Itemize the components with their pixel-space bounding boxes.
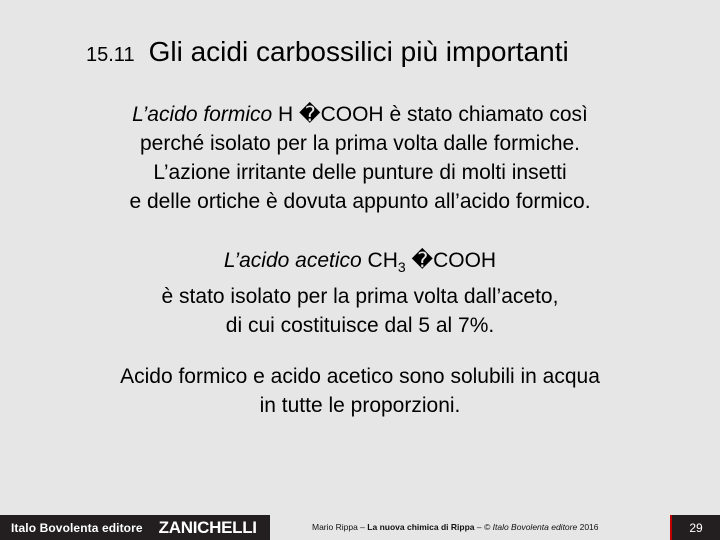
book-title: La nuova chimica di Rippa <box>367 522 475 532</box>
copyright-text: © Italo Bovolenta editore <box>484 522 578 532</box>
paragraph-solubility <box>0 362 720 420</box>
paragraph-line <box>0 246 720 282</box>
separator: – <box>476 522 482 532</box>
page-number: 29 <box>689 520 703 535</box>
footer-credit <box>312 522 599 532</box>
slide-title: Gli acidi carbossilici più importanti <box>148 36 569 67</box>
italic-term: L’acido formico <box>132 103 273 126</box>
paragraph-line: di cui costituisce dal 5 al 7%. <box>225 314 495 338</box>
formula-part: COOH <box>320 103 384 126</box>
slide-number: 15.11 <box>86 44 135 66</box>
paragraph-line: perché isolato per la prima volta dalle formiche. <box>139 132 581 155</box>
slide-title-row <box>86 36 569 68</box>
line-text: è stato chiamato così <box>389 103 588 126</box>
paragraph-line: Acido formico e acido acetico sono solubili in acqua <box>120 365 600 388</box>
paragraph-acetic-acid <box>0 246 720 340</box>
missing-glyph-icon: � <box>299 102 321 126</box>
formula-subscript: 3 <box>397 259 406 276</box>
page-number-box <box>670 515 720 540</box>
publisher-logo: Italo Bovolenta editore <box>11 520 143 535</box>
paragraph-line: L’azione irritante delle punture di molti insetti <box>153 161 567 184</box>
formula-part: COOH <box>433 249 497 272</box>
paragraph-line: e delle ortiche è dovuta appunto all’acido formico. <box>129 190 591 213</box>
footer <box>0 515 720 540</box>
missing-glyph-icon: � <box>411 248 434 272</box>
author-name: Mario Rippa – <box>312 522 365 532</box>
formula-part: H <box>278 103 294 126</box>
paragraph-line <box>0 100 720 129</box>
italic-term: L’acido acetico <box>223 249 362 272</box>
footer-logo-bar <box>0 515 270 540</box>
brand-logo: ZANICHELLI <box>158 517 257 537</box>
paragraph-line: è stato isolato per la prima volta dall’aceto, <box>161 285 559 309</box>
paragraph-line: in tutte le proporzioni. <box>259 394 461 417</box>
copyright-year: 2016 <box>579 522 599 532</box>
paragraph-formic-acid <box>0 100 720 216</box>
formula-part: CH <box>367 249 398 272</box>
